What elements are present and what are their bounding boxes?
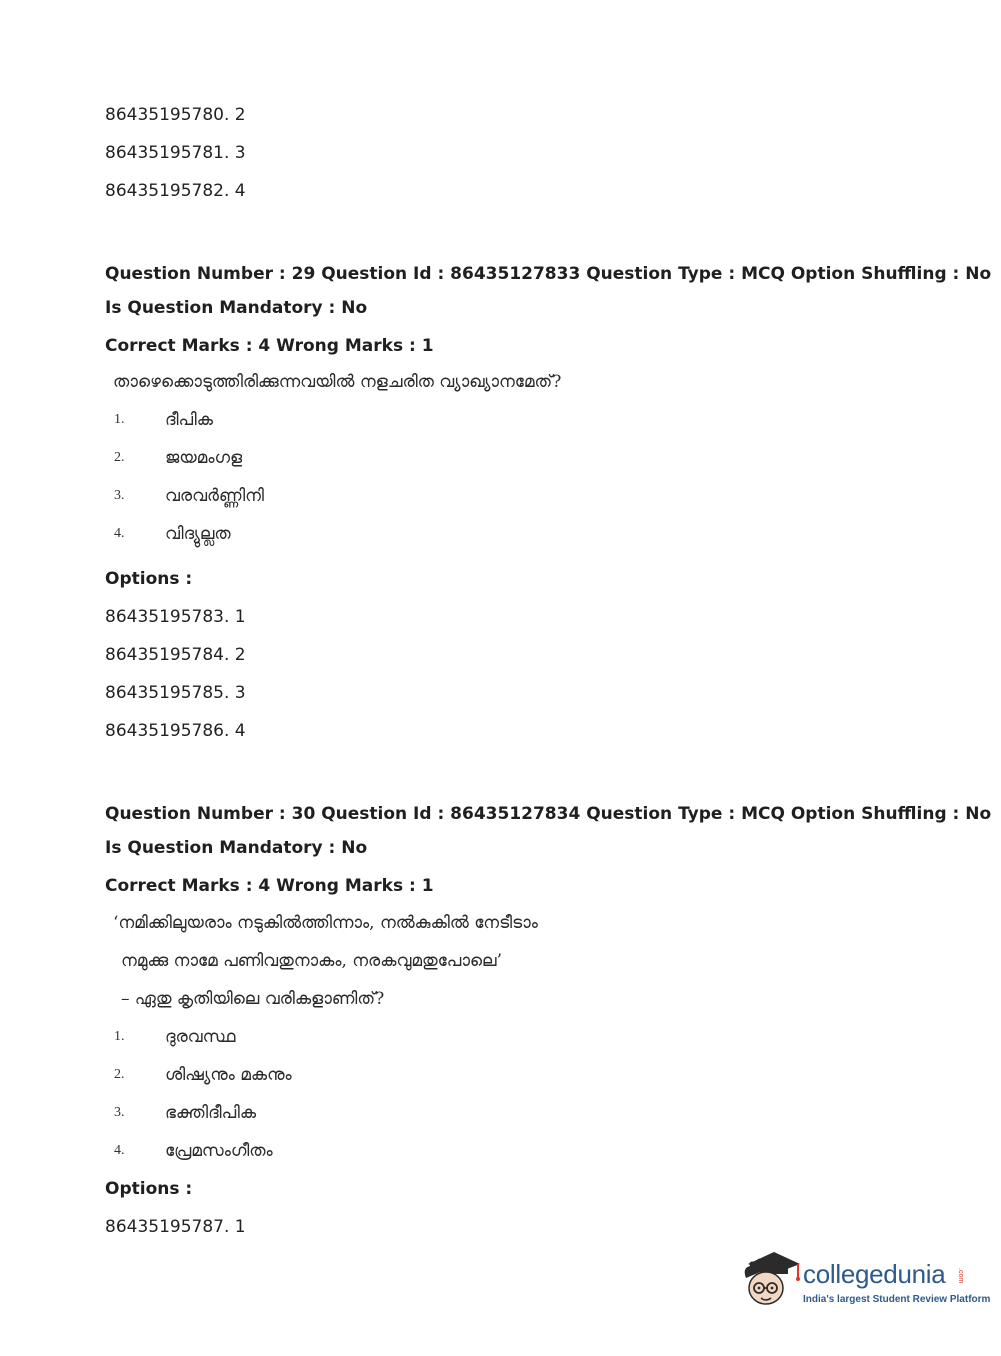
question-text-line: ‘നമിക്കിലുയരാം നടുകിൽത്തിന്നാം, നൽകുകിൽ നേടീടാം [113, 913, 538, 933]
choice-number: 1. [114, 1029, 125, 1044]
question-mandatory: Is Question Mandatory : No [105, 838, 368, 858]
question-text: താഴെക്കൊടുത്തിരിക്കുന്നവയിൽ നളചരിത വ്യാഖ്യാനമേത്? [113, 372, 562, 392]
question-header: Question Number : 29 Question Id : 86435127833 Question Type : MCQ Option Shuffling : No [105, 264, 992, 284]
choice-number: 4. [114, 1143, 125, 1158]
question-header: Question Number : 30 Question Id : 86435127834 Question Type : MCQ Option Shuffling : No [105, 804, 992, 824]
choice-number: 3. [114, 1105, 125, 1120]
collegedunia-logo [740, 1248, 991, 1310]
logo-tagline: India's largest Student Review Platform [803, 1294, 991, 1305]
choice-text: വരവർണ്ണിനി [165, 486, 264, 506]
choice-text: ശിഷ്യനും മകനും [165, 1065, 292, 1085]
option-line: 86435195787. 1 [105, 1217, 246, 1237]
option-line: 86435195784. 2 [105, 645, 246, 665]
choice-text: ദുരവസ്ഥ [165, 1027, 236, 1047]
option-line: 86435195781. 3 [105, 143, 246, 163]
question-marks: Correct Marks : 4 Wrong Marks : 1 [105, 336, 434, 356]
question-marks: Correct Marks : 4 Wrong Marks : 1 [105, 876, 434, 896]
choice-text: ജയമംഗള [165, 448, 243, 468]
choice-text: പ്രേമസംഗീതം [165, 1141, 273, 1161]
choice-number: 3. [114, 488, 125, 503]
options-label: Options : [105, 1179, 193, 1199]
choice-text: വിദ്യുല്ലത [165, 524, 231, 544]
option-line: 86435195780. 2 [105, 105, 246, 125]
choice-text: ദീപിക [165, 410, 213, 430]
choice-number: 1. [114, 412, 125, 427]
choice-number: 2. [114, 450, 125, 465]
question-mandatory: Is Question Mandatory : No [105, 298, 368, 318]
choice-text: ഭക്തിദീപിക [165, 1103, 257, 1123]
logo-name: collegedunia [803, 1259, 946, 1289]
options-label: Options : [105, 569, 193, 589]
option-line: 86435195782. 4 [105, 181, 246, 201]
option-line: 86435195785. 3 [105, 683, 246, 703]
logo-suffix: .com [957, 1268, 964, 1284]
option-line: 86435195783. 1 [105, 607, 246, 627]
option-line: 86435195786. 4 [105, 721, 246, 741]
choice-number: 2. [114, 1067, 125, 1082]
question-text-line: – ഏതു കൃതിയിലെ വരികളാണിത്? [121, 989, 385, 1009]
question-text-line: നമുക്കു നാമേ പണിവതുനാകം, നരകവുമതുപോലെ’ [121, 951, 502, 971]
mascot-icon [740, 1248, 802, 1310]
choice-number: 4. [114, 526, 125, 541]
